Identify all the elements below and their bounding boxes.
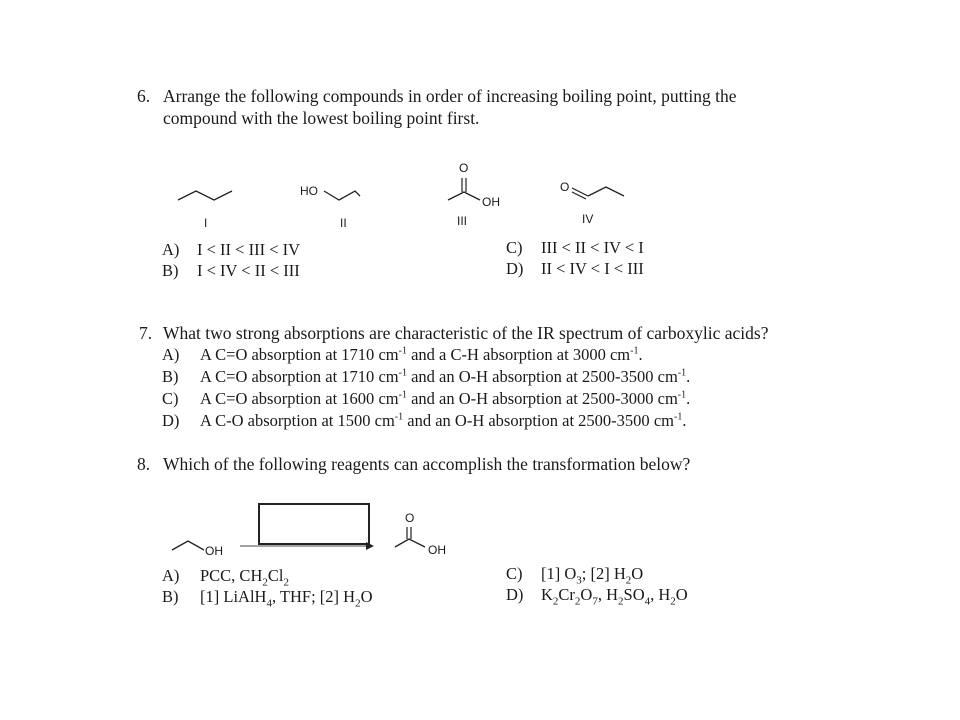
q8-option-b-text: [1] LiAlH$_4$, THF; [2] $H_2O$ (200, 587, 373, 610)
q8-option-c-letter: C) (506, 564, 523, 583)
q8-number: 8. (137, 454, 151, 474)
reactant-structure (170, 536, 210, 556)
q6-number: 6. (137, 86, 151, 106)
q7-option-b-letter: B) (162, 367, 179, 386)
q7-option-d-text: A C-O absorption at 1500 $cm^{-1}$ and an O-H absorption at 2500-3500 $cm^{-1}$. (200, 411, 687, 430)
compound-iv-label: IV (582, 212, 594, 226)
product-oh: OH (428, 543, 446, 557)
q6-option-c-text: III < II < IV < I (541, 238, 644, 257)
q8-option-a-letter: A) (162, 566, 180, 585)
q6-option-b-letter: B) (162, 261, 179, 280)
product-o: O (405, 511, 415, 525)
compound-ii-structure (322, 186, 362, 208)
q8-option-d-text: $K_2Cr_2O_7$, $H_2SO_4$, $H_2O$ (541, 585, 688, 608)
reaction-arrow-icon (238, 540, 378, 552)
q7-option-c-letter: C) (162, 389, 179, 408)
q8-option-c-text: [1] $O_3$; [2] $H_2O$ (541, 564, 644, 587)
q8-option-d-letter: D) (506, 585, 524, 604)
q7-number: 7. (139, 323, 153, 343)
q8-option-b-letter: B) (162, 587, 179, 606)
compound-iii-label: III (457, 214, 468, 228)
compound-i-structure (176, 186, 238, 208)
q6-text-line1: Arrange the following compounds in order of increasing boiling point, putting the (163, 86, 737, 106)
q6-option-c-letter: C) (506, 238, 523, 257)
q7-option-d-letter: D) (162, 411, 180, 430)
compound-iii-oh: OH (482, 195, 500, 209)
q7-option-b-text: A C=O absorption at 1710 $cm^{-1}$ and an O-H absorption at 2500-3500 $cm^{-1}$. (200, 367, 691, 386)
q7-option-a-text: A C=O absorption at 1710 $cm^{-1}$ and a C-H absorption at 3000 $cm^{-1}$. (200, 345, 643, 364)
compound-iv-structure (570, 184, 632, 204)
q8-text: Which of the following reagents can accomplish the transformation below? (163, 454, 691, 474)
compound-iii-o: O (459, 161, 469, 175)
compound-ii-label: II (340, 216, 347, 230)
q6-option-a-letter: A) (162, 240, 180, 259)
q6-option-d-letter: D) (506, 259, 524, 278)
reactant-oh: OH (205, 544, 223, 558)
q6-option-d-text: II < IV < I < III (541, 259, 644, 278)
q7-text: What two strong absorptions are characteristic of the IR spectrum of carboxylic acids? (163, 323, 769, 343)
q7-option-c-text: A C=O absorption at 1600 $cm^{-1}$ and an O-H absorption at 2500-3000 $cm^{-1}$. (200, 389, 691, 408)
q6-option-a-text: I < II < III < IV (197, 240, 301, 259)
q6-option-b-text: I < IV < II < III (197, 261, 300, 280)
compound-iii-structure (446, 176, 486, 206)
compound-ii-ho: HO (300, 184, 318, 198)
q8-option-a-text: PCC, $CH_2Cl_2$ (200, 566, 289, 589)
product-structure (393, 525, 433, 551)
reagent-answer-box[interactable] (258, 503, 370, 545)
q6-text-line2: compound with the lowest boiling point first. (163, 108, 480, 128)
q7-option-a-letter: A) (162, 345, 180, 364)
compound-iv-o: O (560, 180, 570, 194)
compound-i-label: I (204, 216, 208, 230)
